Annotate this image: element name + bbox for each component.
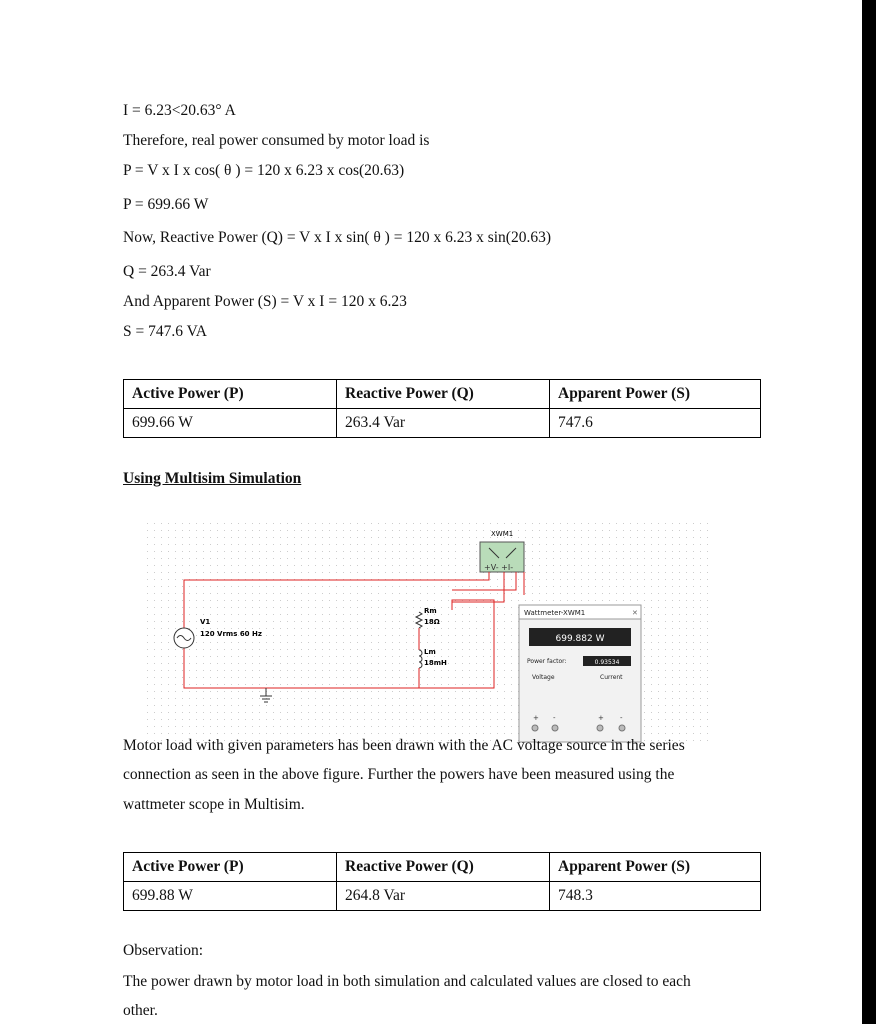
svg-text:+: + <box>533 714 539 722</box>
calc-line-q-formula: Now, Reactive Power (Q) = V x I x sin( θ ) = 120 x 6.23 x sin(20.63) <box>123 229 551 246</box>
table-header-row <box>124 380 761 409</box>
voltage-minus-terminal-icon[interactable] <box>552 725 558 731</box>
simulated-power-table <box>123 852 761 911</box>
calculated-power-table <box>123 379 761 438</box>
svg-text:-: - <box>620 714 623 722</box>
calc-line-current: I = 6.23<20.63° A <box>123 102 236 119</box>
calc-line-p-result: P = 699.66 W <box>123 196 209 213</box>
voltage-label: Voltage <box>532 674 555 681</box>
panel-title: Wattmeter-XWM1 <box>524 609 586 617</box>
source-value: 120 Vrms 60 Hz <box>200 630 262 638</box>
section-heading: Using Multisim Simulation <box>123 470 302 487</box>
observation-line-1: The power drawn by motor load in both simulation and calculated values are closed to each <box>123 973 691 990</box>
resistor-name: Rm <box>424 607 437 615</box>
multisim-circuit-figure <box>144 520 709 745</box>
panel-reading: 699.882 W <box>555 634 605 644</box>
current-plus-terminal-icon[interactable] <box>597 725 603 731</box>
description-line-1: Motor load with given parameters has been drawn with the AC voltage source in the series <box>123 737 685 754</box>
value-active-power: 699.66 W <box>124 409 337 438</box>
header-active-power: Active Power (P) <box>124 853 337 882</box>
calc-line-s-formula: And Apparent Power (S) = V x I = 120 x 6.23 <box>123 293 407 310</box>
inductor-name: Lm <box>424 648 436 656</box>
value-apparent-power: 748.3 <box>550 882 761 911</box>
table-row <box>124 409 761 438</box>
inductor-value: 18mH <box>424 659 447 667</box>
calc-line-s-result: S = 747.6 VA <box>123 323 207 340</box>
svg-text:+: + <box>598 714 604 722</box>
ac-source-symbol <box>174 628 194 648</box>
current-minus-terminal-icon[interactable] <box>619 725 625 731</box>
observation-label: Observation: <box>123 942 204 959</box>
calc-line-intro: Therefore, real power consumed by motor load is <box>123 132 430 149</box>
calc-line-q-result: Q = 263.4 Var <box>123 263 211 280</box>
table-row <box>124 882 761 911</box>
header-apparent-power: Apparent Power (S) <box>550 380 761 409</box>
header-reactive-power: Reactive Power (Q) <box>337 853 550 882</box>
power-factor-label: Power factor: <box>527 658 567 665</box>
svg-text:+V- +I-: +V- +I- <box>484 563 514 572</box>
current-label: Current <box>600 674 623 681</box>
value-reactive-power: 263.4 Var <box>337 409 550 438</box>
header-reactive-power: Reactive Power (Q) <box>337 380 550 409</box>
description-line-3: wattmeter scope in Multisim. <box>123 796 305 813</box>
power-factor-value: 0.93534 <box>594 659 620 666</box>
close-icon[interactable]: ✕ <box>632 609 638 617</box>
wattmeter-label: XWM1 <box>491 530 514 538</box>
description-line-2: connection as seen in the above figure. Further the powers have been measured using the <box>123 766 675 783</box>
table-header-row <box>124 853 761 882</box>
calc-line-p-formula: P = V x I x cos( θ ) = 120 x 6.23 x cos(20.63) <box>123 162 405 179</box>
value-active-power: 699.88 W <box>124 882 337 911</box>
header-active-power: Active Power (P) <box>124 380 337 409</box>
source-name: V1 <box>200 618 211 626</box>
observation-line-2: other. <box>123 1002 158 1019</box>
value-apparent-power: 747.6 <box>550 409 761 438</box>
wattmeter-symbol <box>480 542 524 572</box>
value-reactive-power: 264.8 Var <box>337 882 550 911</box>
header-apparent-power: Apparent Power (S) <box>550 853 761 882</box>
svg-text:-: - <box>553 714 556 722</box>
voltage-plus-terminal-icon[interactable] <box>532 725 538 731</box>
resistor-value: 18Ω <box>424 618 440 626</box>
